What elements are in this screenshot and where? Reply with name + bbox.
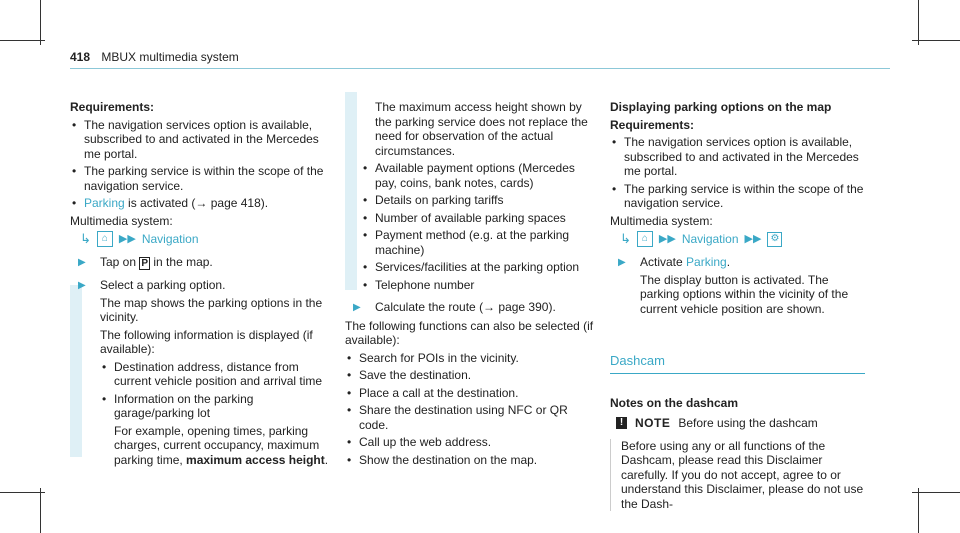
multimedia-system-label: Multimedia system: [70, 213, 173, 228]
also-selectable-text: The following functions can also be selected (if available): [345, 318, 594, 347]
step-triangle-icon: ▶ [78, 280, 86, 291]
step-calculate-route [345, 300, 595, 315]
list-item: • Place a call at the destination. [345, 386, 595, 401]
list-item: • The parking service is within the scope of the navigation service. [70, 164, 330, 193]
header-rule [70, 68, 890, 69]
list-item-text: is activated (→ page 418). [124, 196, 269, 210]
path-navigation: Navigation [681, 231, 739, 246]
list-item: • Services/facilities at the parking option [361, 260, 595, 275]
path-separator-icon: ▶▶ [118, 232, 136, 245]
column-middle [345, 100, 595, 470]
step-text-part: . [726, 255, 731, 269]
step-text-bold: maximum access height [186, 452, 325, 467]
step-text: Calculate the route (→ page 390). [375, 300, 556, 314]
step-text [640, 255, 865, 270]
requirements-heading: Requirements: [610, 117, 695, 132]
menu-path [80, 231, 330, 247]
path-arrow-icon: ↳ [620, 230, 631, 246]
crop-mark [918, 0, 919, 45]
list-item: • Available payment options (Mercedes pay, coins, bank notes, cards) [361, 161, 595, 190]
note-title: Before using the dashcam [678, 416, 818, 430]
list-item: • Share the destination using NFC or QR code. [345, 403, 595, 432]
crop-mark [0, 40, 45, 41]
list-item: • The parking service is within the scope of the navigation service. [610, 182, 865, 211]
path-separator-icon: ▶▶ [658, 232, 676, 245]
step-select-parking [70, 278, 330, 467]
crop-mark [918, 488, 919, 533]
note-body: Before using any or all functions of the Dashcam, please read this Disclaimer carefully. If you do not accept, agree to or understand this Disclaimer, please do not use the Dash- [610, 439, 865, 512]
menu-path [620, 231, 865, 247]
list-item [70, 196, 330, 211]
path-arrow-icon: ↳ [80, 230, 91, 246]
dashcam-section-title: Dashcam [610, 353, 665, 368]
requirements-list [610, 135, 865, 211]
notes-heading: Notes on the dashcam [610, 395, 739, 410]
step-activate-parking [610, 255, 865, 316]
crop-mark [40, 488, 41, 533]
page-header-title: MBUX multimedia system [101, 50, 239, 64]
list-item: • Search for POIs in the vicinity. [345, 351, 595, 366]
home-icon: ⌂ [97, 231, 113, 247]
list-item: • The navigation services option is available, subscribed to and activated in the Mercedes me portal. [70, 118, 330, 162]
step-triangle-icon: ▶ [78, 257, 86, 268]
requirements-heading: Requirements: [70, 100, 155, 114]
info-list [100, 360, 330, 421]
p-key-icon: P [141, 258, 149, 269]
note-box [610, 416, 865, 511]
crop-mark [40, 0, 41, 45]
list-item: • Show the destination on the map. [345, 453, 595, 468]
step-text-part: For example, opening times, parking charges, current occupancy, maximum parking time, [114, 423, 320, 467]
requirements-list [70, 118, 330, 211]
step-text: in the map. [150, 255, 213, 269]
access-height-note: The maximum access height shown by the parking service does not replace the need for observation of the actual circumstances. [375, 100, 588, 158]
step-text: Tap on [100, 255, 140, 269]
page-header [70, 50, 239, 64]
list-item: • Information on the parking garage/parking lot [100, 392, 330, 421]
warning-icon: ! [616, 417, 627, 429]
list-item: • Payment method (e.g. at the parking machine) [361, 228, 595, 257]
step-text: The map shows the parking options in the vicinity. [100, 295, 323, 324]
page-number: 418 [70, 50, 91, 64]
list-item: • The navigation services option is available, subscribed to and activated in the Mercedes me portal. [610, 135, 865, 179]
step-tap-p [70, 255, 330, 270]
list-item: • Call up the web address. [345, 435, 595, 450]
path-navigation: Navigation [141, 231, 199, 246]
column-right [610, 100, 865, 511]
note-label: NOTE [635, 416, 671, 430]
list-item: • Details on parking tariffs [361, 193, 595, 208]
functions-list [345, 351, 595, 468]
crop-mark [912, 492, 960, 493]
section-rule [610, 373, 865, 374]
list-item: • Telephone number [361, 278, 595, 293]
step-text: Select a parking option. [100, 278, 226, 292]
section-heading: Displaying parking options on the map [610, 100, 832, 114]
step-triangle-icon: ▶ [618, 257, 626, 268]
step-triangle-icon: ▶ [353, 302, 361, 313]
list-item: • Destination address, distance from current vehicle position and arrival time [100, 360, 330, 389]
step-text-part: Activate [640, 255, 687, 269]
list-item: • Save the destination. [345, 368, 595, 383]
column-left [70, 100, 330, 471]
step-text: The following information is displayed (if available): [100, 327, 313, 356]
step-text: The display button is activated. The parking options within the vicinity of the current vehicle position are shown. [640, 272, 849, 316]
home-icon: ⌂ [637, 231, 653, 247]
step-text-part: . [324, 452, 329, 467]
crop-mark [0, 492, 45, 493]
parking-link[interactable]: Parking [686, 255, 727, 269]
list-item: • Number of available parking spaces [361, 211, 595, 226]
crop-mark [912, 40, 960, 41]
multimedia-system-label: Multimedia system: [610, 213, 713, 228]
note-header [610, 416, 865, 431]
step-text [100, 424, 330, 468]
settings-icon: ⚙ [767, 232, 782, 247]
path-separator-icon: ▶▶ [744, 232, 762, 245]
parking-link[interactable]: Parking [84, 196, 125, 210]
details-list [345, 161, 595, 292]
